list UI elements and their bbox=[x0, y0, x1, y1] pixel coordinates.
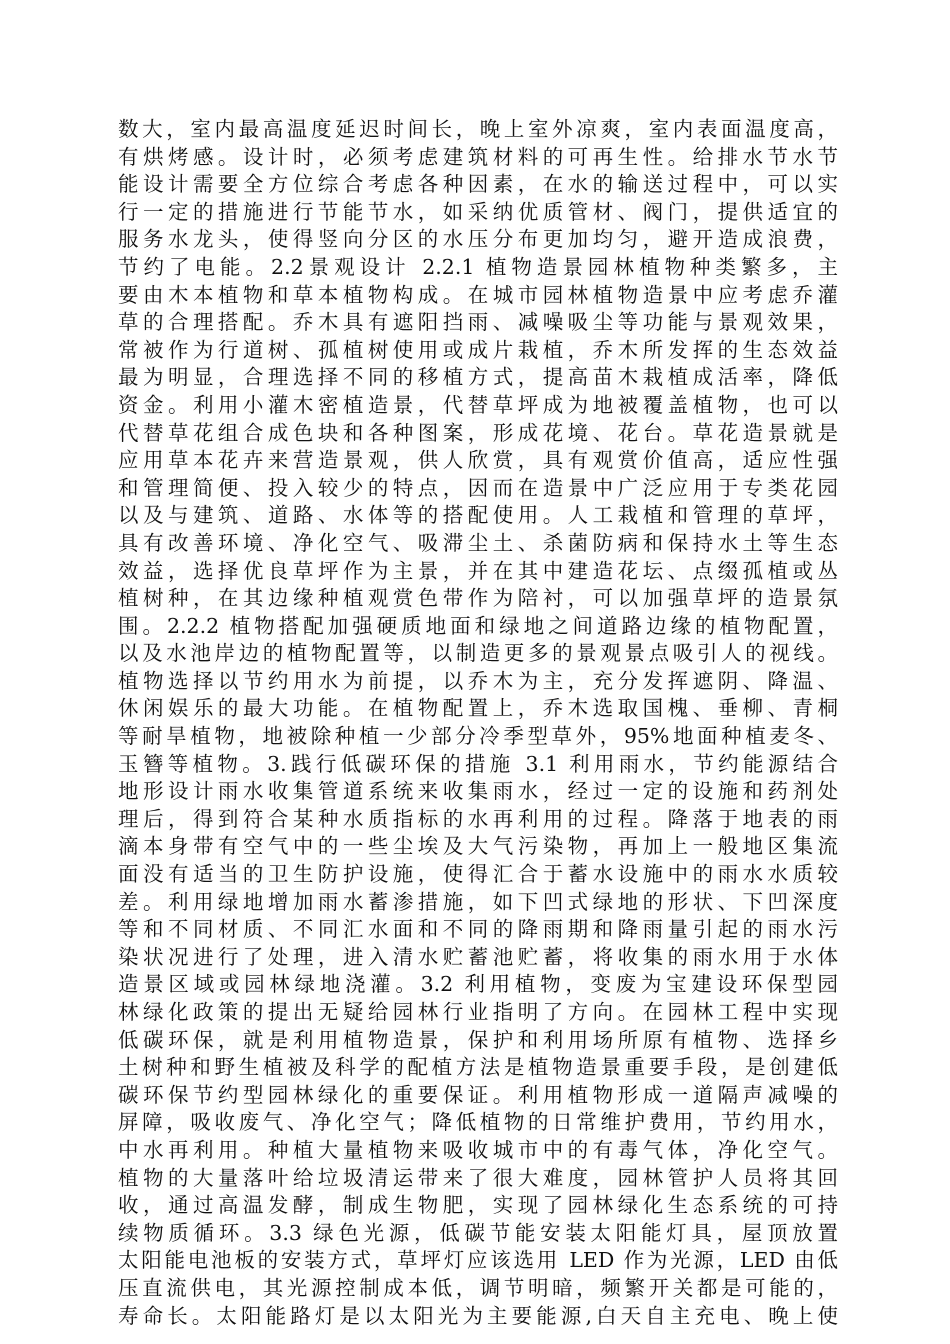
body-text bbox=[118, 116, 838, 1330]
text-line: 差。利用绿地增加雨水蓄渗措施，如下凹式绿地的形状、下凹深度 bbox=[118, 889, 838, 914]
text-line: 常被作为行道树、孤植树使用或成片栽植，乔木所发挥的生态效益 bbox=[118, 337, 838, 362]
text-line: 和管理简便、投入较少的特点，因而在造景中广泛应用于专类花园 bbox=[118, 475, 838, 500]
text-line: 要由木本植物和草本植物构成。在城市园林植物造景中应考虑乔灌 bbox=[118, 282, 838, 307]
text-line: 太阳能电池板的安装方式，草坪灯应该选用 LED 作为光源，LED 由低 bbox=[118, 1248, 838, 1273]
text-line: 寿命长。太阳能路灯是以太阳光为主要能源,白天自主充电、晚上使 bbox=[118, 1303, 838, 1328]
text-line: 地形设计雨水收集管道系统来收集雨水，经过一定的设施和药剂处 bbox=[118, 779, 838, 804]
text-line: 等耐旱植物，地被除种植一少部分冷季型草外，95%地面种植麦冬、 bbox=[118, 724, 838, 749]
text-line: 收，通过高温发酵，制成生物肥，实现了园林绿化生态系统的可持 bbox=[118, 1193, 838, 1218]
text-line: 理后，得到符合某种水质指标的水再利用的过程。降落于地表的雨 bbox=[118, 806, 838, 831]
text-line: 具有改善环境、净化空气、吸滞尘土、杀菌防病和保持水土等生态 bbox=[118, 530, 838, 555]
text-line: 服务水龙头，使得竖向分区的水压分布更加均匀，避开造成浪费， bbox=[118, 227, 838, 252]
text-line: 碳环保节约型园林绿化的重要保证。利用植物形成一道隔声减噪的 bbox=[118, 1082, 838, 1107]
text-line: 代替草花组合成色块和各种图案，形成花境、花台。草花造景就是 bbox=[118, 420, 838, 445]
text-line: 滴本身带有空气中的一些尘埃及大气污染物，再加上一般地区集流 bbox=[118, 834, 838, 859]
text-line: 休闲娱乐的最大功能。在植物配置上，乔木选取国槐、垂柳、青桐 bbox=[118, 696, 838, 721]
text-line: 以及与建筑、道路、水体等的搭配使用。人工栽植和管理的草坪， bbox=[118, 503, 838, 528]
text-line: 染状况进行了处理，进入清水贮蓄池贮蓄，将收集的雨水用于水体 bbox=[118, 944, 838, 969]
text-line: 造景区域或园林绿地浇灌。3.2 利用植物，变废为宝建设环保型园 bbox=[118, 972, 838, 997]
text-line: 中水再利用。种植大量植物来吸收城市中的有毒气体，净化空气。 bbox=[118, 1137, 838, 1162]
text-line: 最为明显，合理选择不同的移植方式，提高苗木栽植成活率，降低 bbox=[118, 365, 838, 390]
text-line: 效益，选择优良草坪作为主景，并在其中建造花坛、点缀孤植或丛 bbox=[118, 558, 838, 583]
text-line: 林绿化政策的提出无疑给园林行业指明了方向。在园林工程中实现 bbox=[118, 1000, 838, 1024]
text-line: 植物的大量落叶给垃圾清运带来了很大难度，园林管护人员将其回 bbox=[118, 1165, 838, 1190]
text-line: 以及水池岸边的植物配置等，以制造更多的景观景点吸引人的视线。 bbox=[118, 641, 838, 666]
text-line: 土树种和野生植被及科学的配植方法是植物造景重要手段，是创建低 bbox=[118, 1055, 838, 1080]
text-line: 续物质循环。3.3 绿色光源，低碳节能安装太阳能灯具，屋顶放置 bbox=[118, 1220, 838, 1245]
text-line: 能设计需要全方位综合考虑各种因素，在水的输送过程中，可以实 bbox=[118, 172, 838, 197]
text-line: 草的合理搭配。乔木具有遮阳挡雨、减噪吸尘等功能与景观效果， bbox=[118, 310, 838, 335]
text-line: 植树种，在其边缘种植观赏色带作为陪衬，可以加强草坪的造景氛 bbox=[118, 586, 838, 611]
text-line: 玉簪等植物。3.践行低碳环保的措施 3.1 利用雨水，节约能源结合 bbox=[118, 751, 838, 776]
text-line: 等和不同材质、不同汇水面和不同的降雨期和降雨量引起的雨水污 bbox=[118, 917, 838, 942]
text-line: 屏障，吸收废气、净化空气；降低植物的日常维护费用，节约用水， bbox=[118, 1110, 838, 1135]
text-line: 数大，室内最高温度延迟时间长，晚上室外凉爽，室内表面温度高， bbox=[118, 117, 838, 141]
text-line: 资金。利用小灌木密植造景，代替草坪成为地被覆盖植物，也可以 bbox=[118, 392, 838, 417]
text-line: 应用草本花卉来营造景观，供人欣赏，具有观赏价值高，适应性强 bbox=[118, 448, 838, 473]
text-line: 行一定的措施进行节能节水，如采纳优质管材、阀门，提供适宜的 bbox=[118, 199, 838, 224]
text-line: 面没有适当的卫生防护设施，使得汇合于蓄水设施中的雨水水质较 bbox=[118, 862, 838, 887]
text-line: 植物选择以节约用水为前提，以乔木为主，充分发挥遮阴、降温、 bbox=[118, 668, 838, 693]
text-line: 低碳环保，就是利用植物造景，保护和利用场所原有植物、选择乡 bbox=[118, 1027, 838, 1052]
text-line: 压直流供电，其光源控制成本低，调节明暗，频繁开关都是可能的， bbox=[118, 1275, 838, 1300]
text-line: 节约了电能。2.2景观设计 2.2.1 植物造景园林植物种类繁多，主 bbox=[118, 254, 838, 279]
text-line: 有烘烤感。设计时，必须考虑建筑材料的可再生性。给排水节水节 bbox=[118, 144, 838, 169]
text-line: 围。2.2.2 植物搭配加强硬质地面和绿地之间道路边缘的植物配置， bbox=[118, 613, 838, 638]
